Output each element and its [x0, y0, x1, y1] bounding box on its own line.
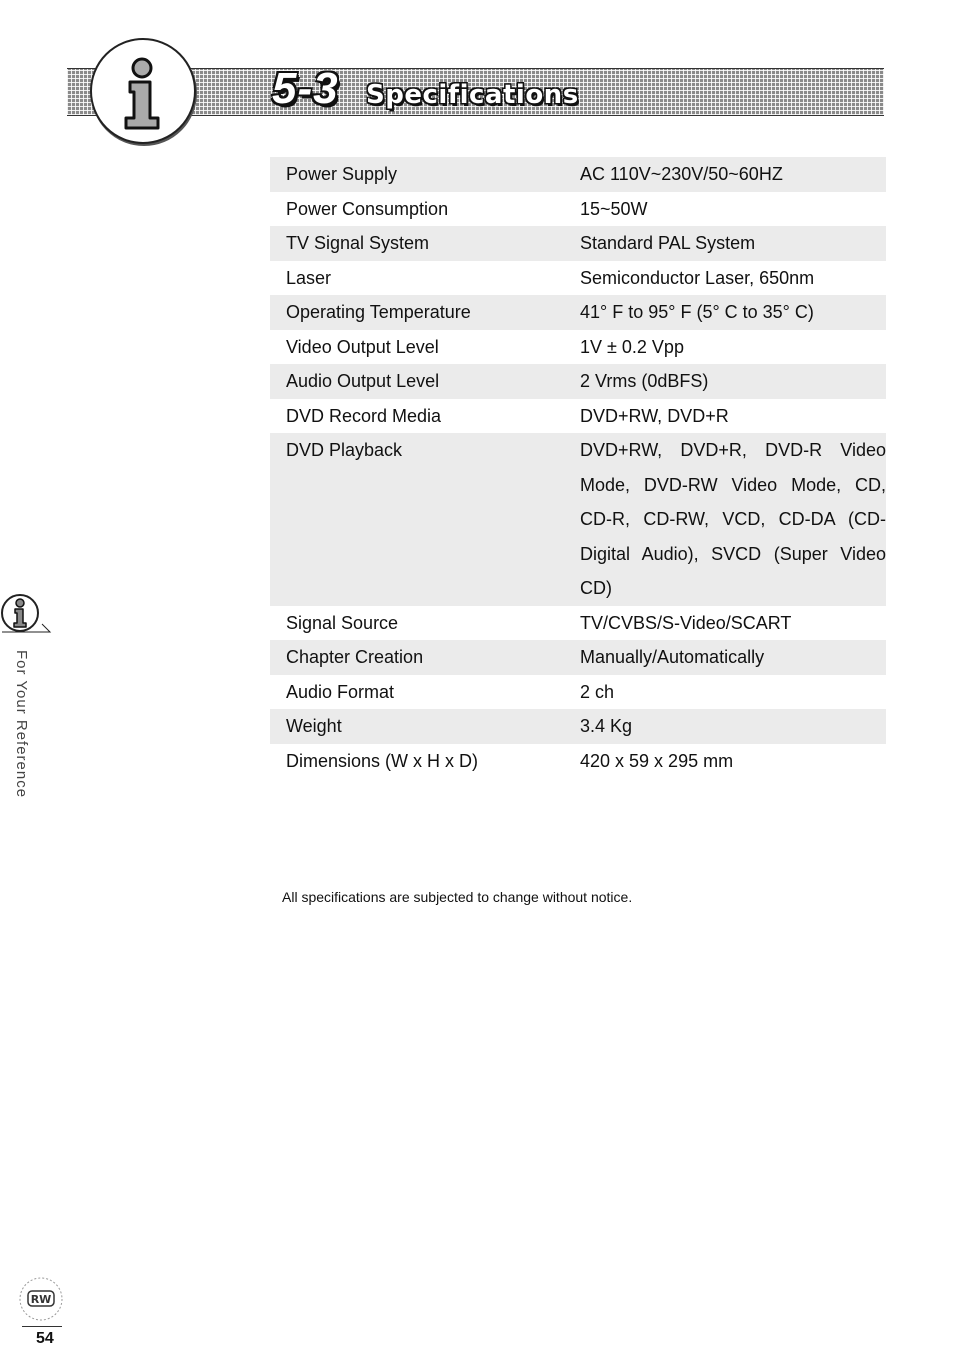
spec-value: 3.4 Kg	[580, 716, 633, 736]
dvd-rw-logo	[18, 1276, 64, 1322]
spec-value: 15~50W	[580, 198, 648, 219]
spec-value: Manually/Automatically	[580, 647, 765, 667]
spec-label: DVD Record Media	[286, 405, 442, 426]
spec-label: Dimensions (W x H x D)	[286, 750, 479, 771]
spec-value: 1V ± 0.2 Vpp	[580, 336, 684, 357]
spec-value: 41° F to 95° F (5° C to 35° C)	[580, 302, 814, 322]
side-tab-label: For Your Reference	[13, 650, 30, 799]
spec-label: Video Output Level	[286, 336, 439, 357]
spec-value: TV/CVBS/S-Video/SCART	[580, 612, 792, 633]
spec-label: Audio Format	[286, 681, 395, 702]
spec-label: Weight	[286, 716, 342, 736]
spec-row	[270, 640, 886, 675]
info-icon	[90, 38, 196, 144]
logo-text: RW	[30, 1293, 52, 1306]
spec-value: AC 110V~230V/50~60HZ	[580, 164, 783, 184]
spec-table	[270, 157, 886, 778]
spec-label: DVD Playback	[286, 440, 403, 460]
spec-label: Signal Source	[286, 612, 399, 633]
spec-row	[270, 192, 886, 227]
spec-label: Power Supply	[286, 164, 398, 184]
spec-row	[270, 157, 886, 192]
spec-value: DVD+RW, DVD+R, DVD-R Video Mode, DVD-RW Video Mode, CD, CD-R, CD-RW, VCD, CD-DA (CD-Digital Audio), SVCD (Super Video CD)	[580, 440, 886, 598]
spec-value: 2 Vrms (0dBFS)	[580, 371, 709, 391]
spec-label: Chapter Creation	[286, 647, 424, 667]
spec-value: Standard PAL System	[580, 233, 756, 253]
spec-row	[270, 606, 886, 641]
spec-value: 420 x 59 x 295 mm	[580, 750, 734, 771]
spec-value: 2 ch	[580, 681, 615, 702]
section-title: Specifications	[366, 80, 579, 110]
footer-divider	[22, 1326, 62, 1327]
spec-row	[270, 399, 886, 434]
spec-label: Power Consumption	[286, 198, 449, 219]
spec-row	[270, 675, 886, 710]
section-number: 5-3	[272, 64, 339, 113]
spec-row	[270, 261, 886, 296]
side-info-icon	[0, 592, 52, 636]
page-number: 54	[36, 1330, 54, 1347]
spec-label: Laser	[286, 267, 332, 288]
spec-value: DVD+RW, DVD+R	[580, 405, 729, 426]
disclaimer-note: All specifications are subjected to change without notice.	[282, 889, 633, 905]
spec-value: Semiconductor Laser, 650nm	[580, 267, 815, 288]
spec-row	[270, 364, 886, 399]
spec-label: TV Signal System	[286, 233, 430, 253]
spec-row	[270, 744, 886, 779]
spec-row	[270, 226, 886, 261]
spec-row	[270, 295, 886, 330]
spec-row	[270, 433, 886, 606]
spec-row	[270, 709, 886, 744]
spec-label: Audio Output Level	[286, 371, 440, 391]
spec-label: Operating Temperature	[286, 302, 471, 322]
spec-row	[270, 330, 886, 365]
